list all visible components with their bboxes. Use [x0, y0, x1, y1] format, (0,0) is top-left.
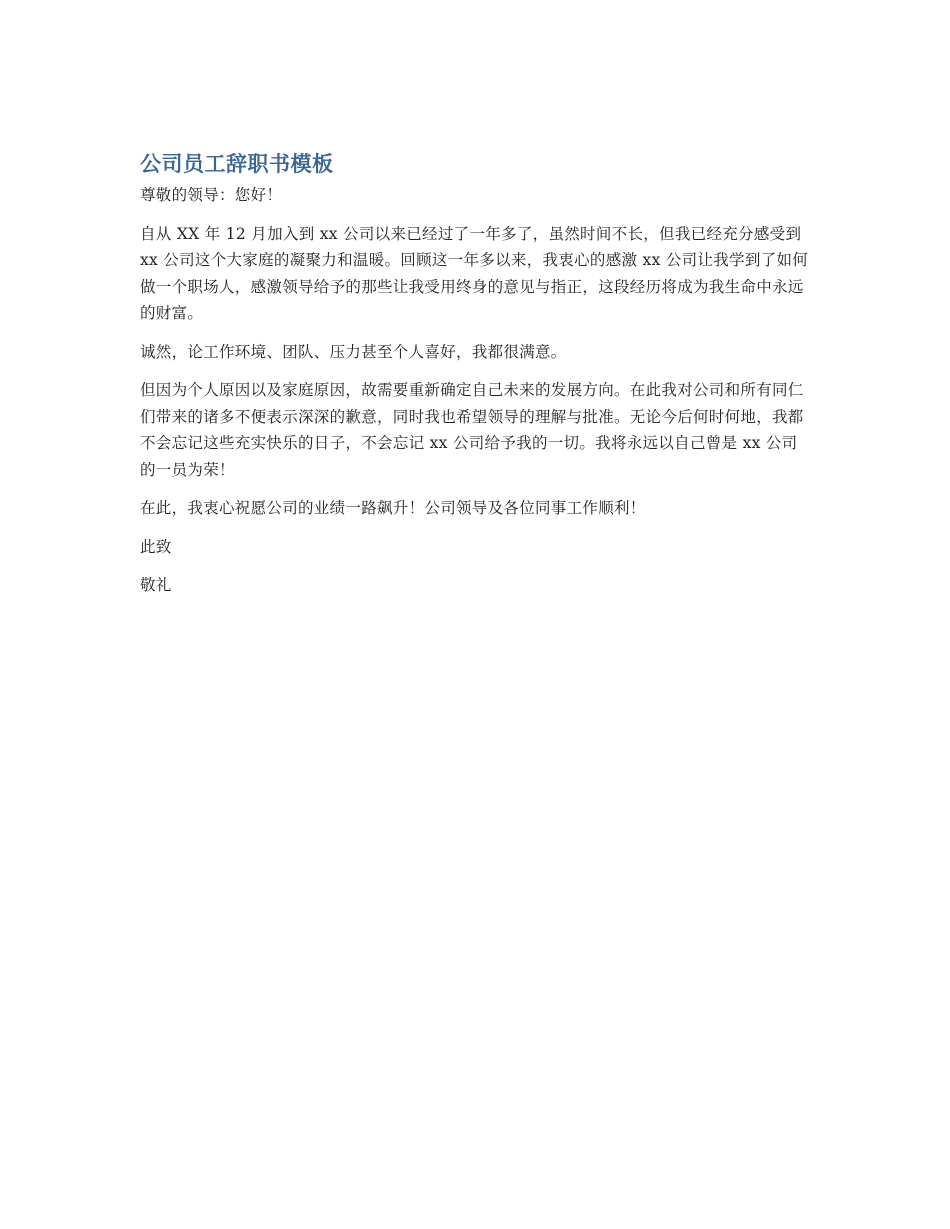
document-title: 公司员工辞职书模板: [140, 152, 334, 176]
paragraph-intro: 自从 XX 年 12 月加入到 xx 公司以来已经过了一年多了，虽然时间不长，但我已经充分感受到 xx 公司这个大家庭的凝聚力和温暖。回顾这一年多以来，我衷心的感激 xx 公司让我学到了如何做一个职场人，感激领导给予的那些让我受用终身的意见与指正，这段经历将成为我生命中永远的财富。: [140, 224, 809, 322]
paragraph-wishes: 在此，我衷心祝愿公司的业绩一路飙升！公司领导及各位同事工作顺利！: [140, 499, 646, 517]
paragraph-satisfaction: 诚然，论工作环境、团队、压力甚至个人喜好，我都很满意。: [140, 342, 567, 361]
document-body: [140, 148, 812, 611]
closing-salutation: 此致: [140, 537, 172, 556]
paragraph-reason: 但因为个人原因以及家庭原因，故需要重新确定自己未来的发展方向。在此我对公司和所有同仁们带来的诸多不便表示深深的歉意，同时我也希望领导的理解与批准。无论今后何时何地，我都不会忘记这些充实快乐的日子，不会忘记 xx 公司给予我的一切。我将永远以自己曾是 xx 公司的一员为荣！: [140, 381, 804, 479]
greeting: 尊敬的领导：您好！: [140, 186, 283, 204]
closing-regards: 敬礼: [140, 576, 172, 594]
